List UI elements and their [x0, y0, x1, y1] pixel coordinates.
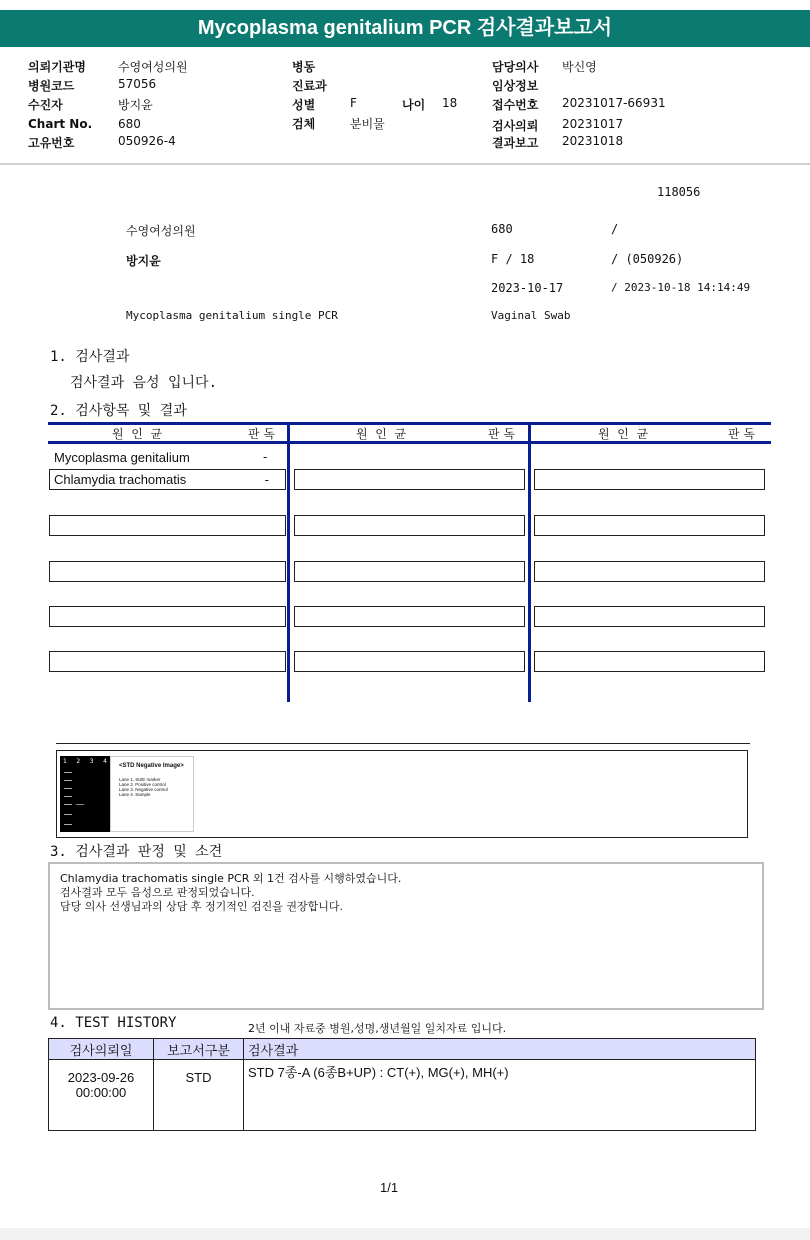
lane-number: 4: [103, 758, 107, 765]
section-3-title: 3. 검사결과 판정 및 소견: [50, 844, 223, 860]
gel-divider: [56, 743, 750, 744]
value-report-date: 20231018: [562, 134, 624, 148]
value-requesting-institution: 수영여성의원: [118, 60, 188, 74]
gel-band: [76, 804, 84, 805]
body-report-datetime: / 2023-10-18 14:14:49: [611, 281, 751, 294]
label-specimen: 검체: [292, 117, 316, 131]
comment-line: 검사결과 모두 음성으로 판정되었습니다.: [60, 886, 255, 899]
label-age: 나이: [402, 98, 426, 112]
empty-cell: [294, 606, 525, 627]
value-receipt-number: 20231017-66931: [562, 96, 666, 110]
label-request-date: 검사의뢰: [492, 119, 539, 133]
gel-band: [64, 780, 72, 781]
section-2-title: 2. 검사항목 및 결과: [50, 403, 187, 419]
body-id: / (050926): [611, 252, 684, 266]
history-header-row: [49, 1039, 756, 1060]
gel-legend-item: Lane 1. SIZE marker: [119, 777, 161, 782]
table-divider-2: [528, 422, 531, 702]
gel-band: [64, 814, 72, 815]
value-specimen: 분비물: [350, 117, 385, 131]
lane-number: 3: [89, 758, 94, 765]
col-header-judge-1: 판 독: [248, 427, 275, 441]
table-divider-1: [287, 422, 290, 702]
gel-legend-item: Lane 3. Negative control: [119, 787, 168, 792]
result-judgement: -: [264, 472, 269, 487]
label-doctor: 담당의사: [492, 60, 539, 74]
body-slash: /: [611, 222, 619, 236]
col-header-organism-1: 원 인 균: [112, 427, 163, 441]
empty-cell: [534, 651, 765, 672]
history-header-result: 검사결과: [244, 1039, 756, 1060]
report-title: Mycoplasma genitalium PCR 검사결과보고서: [0, 10, 810, 47]
body-request-date: 2023-10-17: [491, 281, 564, 295]
body-sex-age: F / 18: [491, 252, 535, 266]
col-header-organism-2: 원 인 균: [356, 427, 407, 441]
result-organism: Mycoplasma genitalium: [54, 450, 190, 465]
col-header-judge-3: 판 독: [728, 427, 755, 441]
value-hospital-code: 57056: [118, 77, 157, 91]
empty-cell: [534, 606, 765, 627]
empty-cell: [49, 515, 286, 536]
body-test-name: Mycoplasma genitalium single PCR: [126, 309, 338, 322]
empty-cell: [49, 561, 286, 582]
label-receipt-number: 접수번호: [492, 98, 539, 112]
gel-band: [64, 788, 72, 789]
history-result: STD 7종-A (6종B+UP) : CT(+), MG(+), MH(+): [244, 1060, 756, 1131]
lane-number: 2: [76, 758, 81, 765]
value-chart-no: 680: [118, 117, 141, 131]
body-code: 118056: [657, 185, 701, 199]
gel-band: [64, 796, 72, 797]
history-note: 2년 이내 자료중 병원,성명,생년월일 일치자료 입니다.: [248, 1022, 507, 1035]
label-report-date: 결과보고: [492, 136, 539, 150]
label-sex: 성별: [292, 98, 316, 112]
empty-cell: [49, 606, 286, 627]
result-judgement: -: [263, 449, 268, 464]
lane-number: 1: [63, 758, 67, 765]
empty-cell: [294, 515, 525, 536]
value-sex: F: [350, 96, 357, 110]
history-table: [48, 1038, 756, 1131]
comment-line: 담당 의사 선생님과의 상담 후 정기적인 검진을 권장합니다.: [60, 900, 343, 913]
empty-cell: [534, 515, 765, 536]
label-clinical-info: 임상정보: [492, 79, 539, 93]
gel-electrophoresis-image: [60, 756, 110, 832]
value-patient: 방지윤: [118, 98, 153, 112]
gel-legend-item: Lane 2. Positive control: [119, 782, 166, 787]
empty-cell: [294, 561, 525, 582]
table-row: [49, 1060, 756, 1131]
label-unique-number: 고유번호: [28, 136, 75, 150]
history-time: 00:00:00: [75, 1085, 127, 1100]
result-organism: Chlamydia trachomatis: [54, 472, 187, 487]
value-unique-number: 050926-4: [118, 134, 176, 148]
section-4-title: 4. TEST HISTORY: [50, 1015, 177, 1031]
label-department: 진료과: [292, 79, 327, 93]
gel-band: [64, 772, 72, 773]
header-divider: [0, 163, 810, 165]
gel-legend-item: Lane 4. Sample: [119, 792, 151, 797]
page-number: 1/1: [380, 1180, 399, 1195]
gel-legend: [110, 756, 194, 832]
gel-band: [64, 824, 72, 825]
value-doctor: 박신영: [562, 60, 597, 74]
history-date: 2023-09-26: [67, 1070, 135, 1085]
body-chart: 680: [491, 222, 513, 236]
section-1-result: 검사결과 음성 입니다.: [70, 375, 218, 391]
history-header-date: 검사의뢰일: [49, 1039, 154, 1060]
label-patient: 수진자: [28, 98, 63, 112]
col-header-judge-2: 판 독: [488, 427, 515, 441]
empty-cell: [294, 469, 525, 490]
body-clinic: 수영여성의원: [126, 224, 196, 238]
gel-legend-title: <STD Negative Image>: [119, 763, 184, 769]
empty-cell: [294, 651, 525, 672]
table-row: [49, 469, 286, 490]
history-date-cell: [49, 1060, 154, 1131]
label-chart-no: Chart No.: [28, 117, 93, 131]
empty-cell: [534, 561, 765, 582]
empty-cell: [49, 651, 286, 672]
gel-band: [64, 804, 72, 805]
empty-cell: [534, 469, 765, 490]
comment-line: Chlamydia trachomatis single PCR 외 1건 검사를 시행하였습니다.: [60, 872, 402, 885]
history-header-type: 보고서구분: [154, 1039, 244, 1060]
label-ward: 병동: [292, 60, 316, 74]
col-header-organism-3: 원 인 균: [598, 427, 649, 441]
comment-box: [48, 862, 764, 1010]
label-requesting-institution: 의뢰기관명: [28, 60, 86, 74]
body-patient: 방지윤: [126, 254, 161, 268]
history-type: STD: [154, 1060, 244, 1131]
body-specimen: Vaginal Swab: [491, 309, 571, 322]
value-age: 18: [442, 96, 458, 110]
value-request-date: 20231017: [562, 117, 624, 131]
section-1-title: 1. 검사결과: [50, 349, 130, 365]
label-hospital-code: 병원코드: [28, 79, 75, 93]
